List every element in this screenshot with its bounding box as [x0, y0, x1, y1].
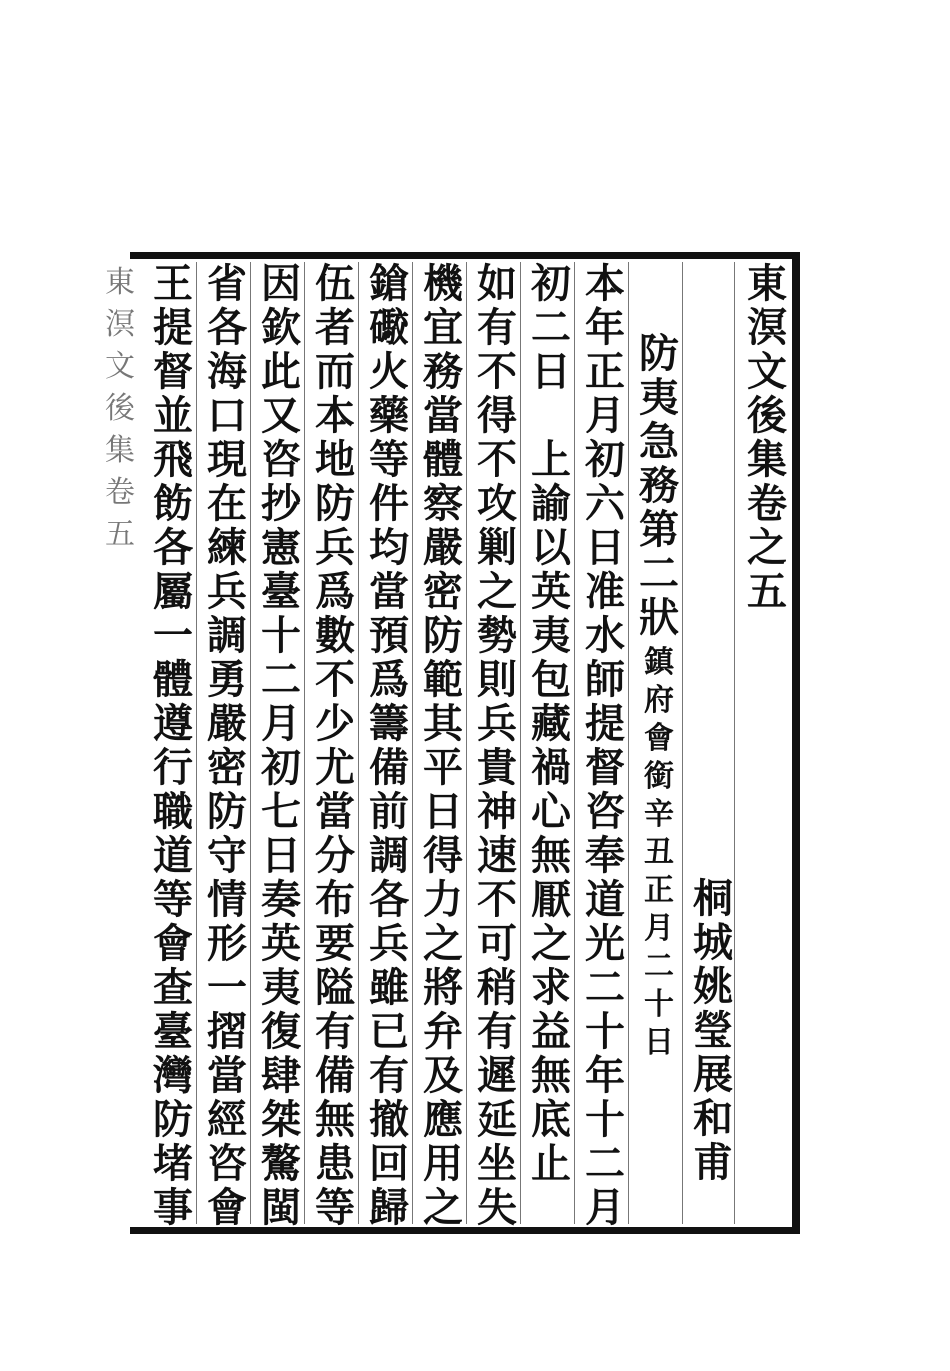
glyph: 稍: [477, 964, 517, 1011]
glyph: 集: [747, 436, 787, 483]
glyph: 海: [207, 348, 247, 395]
glyph: 府: [644, 683, 674, 718]
glyph: 體: [153, 656, 193, 703]
glyph: 夷: [531, 612, 571, 659]
glyph: 勇: [207, 656, 247, 703]
glyph: 厭: [531, 876, 571, 923]
glyph: 當: [207, 1052, 247, 1099]
glyph: 防: [315, 480, 355, 527]
glyph: 備: [369, 744, 409, 791]
glyph: 並: [153, 392, 193, 439]
glyph: 應: [423, 1096, 463, 1143]
glyph: 各: [369, 876, 409, 923]
glyph: 十: [261, 612, 301, 659]
author-line: [686, 262, 740, 1222]
glyph: 正: [585, 348, 625, 395]
glyph: 欽: [261, 304, 301, 351]
glyph: 會: [644, 721, 674, 756]
glyph: 貴: [477, 744, 517, 791]
glyph: 歸: [369, 1184, 409, 1231]
glyph: 二: [585, 1140, 625, 1187]
glyph: 底: [531, 1096, 571, 1143]
glyph: 二: [261, 656, 301, 703]
glyph: 備: [315, 1052, 355, 1099]
glyph: 之: [531, 920, 571, 967]
glyph: 准: [585, 568, 625, 615]
glyph: 職: [153, 788, 193, 835]
glyph: 攻: [477, 480, 517, 527]
glyph: 月: [261, 700, 301, 747]
glyph: 有: [369, 1052, 409, 1099]
glyph: 而: [315, 348, 355, 395]
essay-title: [632, 332, 686, 640]
glyph: 無: [315, 1096, 355, 1143]
glyph: 剿: [477, 524, 517, 571]
glyph: 督: [153, 348, 193, 395]
glyph: 當: [369, 568, 409, 615]
glyph: 本: [315, 392, 355, 439]
glyph: 得: [423, 832, 463, 879]
glyph: 道: [585, 876, 625, 923]
glyph: 情: [207, 876, 247, 923]
glyph: 有: [477, 1008, 517, 1055]
glyph: 雖: [369, 964, 409, 1011]
glyph: 卷: [747, 480, 787, 527]
glyph: 道: [153, 832, 193, 879]
glyph: 二: [531, 304, 571, 351]
glyph: 夷: [639, 374, 679, 421]
glyph: 六: [585, 480, 625, 527]
glyph: 五: [105, 517, 135, 552]
glyph: 嚴: [423, 524, 463, 571]
glyph: 又: [261, 392, 301, 439]
glyph: 得: [477, 392, 517, 439]
glyph: 用: [423, 1140, 463, 1187]
glyph: 守: [207, 832, 247, 879]
glyph: 閩: [261, 1184, 301, 1231]
glyph: 二: [585, 964, 625, 1011]
glyph: 不: [477, 436, 517, 483]
glyph: 堵: [153, 1140, 193, 1187]
glyph: 省: [207, 260, 247, 307]
glyph: 王: [153, 260, 193, 307]
glyph: 務: [423, 348, 463, 395]
glyph: 務: [639, 462, 679, 509]
glyph: 尤: [315, 744, 355, 791]
glyph: 兵: [207, 568, 247, 615]
glyph: 以: [531, 524, 571, 571]
glyph: 銜: [644, 759, 674, 794]
glyph: 防: [639, 330, 679, 377]
glyph: 甫: [693, 1139, 733, 1186]
glyph: 和: [693, 1095, 733, 1142]
glyph: 當: [423, 392, 463, 439]
glyph: 十: [644, 987, 674, 1022]
glyph: 調: [207, 612, 247, 659]
text-column-8: [200, 260, 254, 1231]
glyph: 提: [585, 700, 625, 747]
glyph: 要: [315, 920, 355, 967]
glyph: 當: [315, 788, 355, 835]
glyph: 辛: [644, 797, 674, 832]
glyph: 礮: [369, 304, 409, 351]
glyph: 等: [369, 436, 409, 483]
glyph: 求: [531, 964, 571, 1011]
glyph: 延: [477, 1096, 517, 1143]
glyph: 及: [423, 1052, 463, 1099]
glyph: 二: [639, 550, 679, 597]
glyph: 日: [423, 788, 463, 835]
glyph: 坐: [477, 1140, 517, 1187]
glyph: 文: [747, 348, 787, 395]
glyph: 少: [315, 700, 355, 747]
glyph: 數: [315, 612, 355, 659]
text-column-9: [146, 260, 200, 1231]
glyph: 年: [585, 1052, 625, 1099]
glyph: 憲: [261, 524, 301, 571]
glyph: 諭: [531, 480, 571, 527]
glyph: 月: [585, 1184, 625, 1231]
glyph: 爲: [369, 656, 409, 703]
glyph: 卷: [105, 475, 135, 510]
margin-text: [100, 262, 140, 1222]
glyph: 第: [639, 506, 679, 553]
essay-title-column: [632, 262, 686, 1222]
glyph: 布: [315, 876, 355, 923]
glyph: 現: [207, 436, 247, 483]
glyph: 督: [585, 744, 625, 791]
glyph: 奉: [585, 832, 625, 879]
glyph: 桀: [261, 1096, 301, 1143]
glyph: 咨: [207, 1140, 247, 1187]
glyph: 撤: [369, 1096, 409, 1143]
glyph: 十: [585, 1008, 625, 1055]
glyph: 五: [747, 568, 787, 615]
glyph: 瑩: [693, 1007, 733, 1054]
glyph: 可: [477, 920, 517, 967]
essay-note: [632, 644, 686, 1062]
glyph: 桐: [693, 875, 733, 922]
glyph: 日: [644, 1025, 674, 1060]
text-column-2: [524, 262, 578, 1222]
glyph: 臺: [261, 568, 301, 615]
glyph: 藏: [531, 700, 571, 747]
glyph: 預: [369, 612, 409, 659]
glyph: 此: [261, 348, 301, 395]
glyph: 神: [477, 788, 517, 835]
glyph: 無: [531, 1052, 571, 1099]
glyph: 等: [153, 876, 193, 923]
glyph: 東: [747, 260, 787, 307]
glyph: 上: [531, 436, 571, 483]
glyph: 隘: [315, 964, 355, 1011]
glyph: 會: [153, 920, 193, 967]
glyph: 飭: [153, 480, 193, 527]
glyph: 弁: [423, 1008, 463, 1055]
glyph: 件: [369, 480, 409, 527]
glyph: 經: [207, 1096, 247, 1143]
glyph: 摺: [207, 1008, 247, 1055]
glyph: 抄: [261, 480, 301, 527]
glyph: 後: [747, 392, 787, 439]
text-column-6: [308, 260, 362, 1231]
glyph: 行: [153, 744, 193, 791]
glyph: 包: [531, 656, 571, 703]
glyph: 均: [369, 524, 409, 571]
glyph: 禍: [531, 744, 571, 791]
glyph: 七: [261, 788, 301, 835]
glyph: 咨: [585, 788, 625, 835]
glyph: 正: [644, 873, 674, 908]
glyph: 溟: [105, 307, 135, 342]
glyph: 兵: [477, 700, 517, 747]
glyph: 日: [585, 524, 625, 571]
glyph: 分: [315, 832, 355, 879]
text-column-5: [362, 260, 416, 1231]
text-column-3: [470, 260, 524, 1231]
glyph: 機: [423, 260, 463, 307]
glyph: 調: [369, 832, 409, 879]
glyph: 年: [585, 304, 625, 351]
glyph: 集: [105, 433, 135, 468]
glyph: 不: [315, 656, 355, 703]
glyph: 水: [585, 612, 625, 659]
glyph: 日: [531, 348, 571, 395]
glyph: 一: [207, 964, 247, 1011]
glyph: 後: [105, 391, 135, 426]
glyph: 者: [315, 304, 355, 351]
glyph: 地: [315, 436, 355, 483]
glyph: 如: [477, 260, 517, 307]
glyph: 失: [477, 1184, 517, 1231]
glyph: 在: [207, 480, 247, 527]
glyph: 月: [644, 911, 674, 946]
glyph: 遵: [153, 700, 193, 747]
glyph: 察: [423, 480, 463, 527]
glyph: 其: [423, 700, 463, 747]
glyph: 密: [423, 568, 463, 615]
glyph: 臺: [153, 1008, 193, 1055]
glyph: 灣: [153, 1052, 193, 1099]
glyph: 鎗: [369, 260, 409, 307]
glyph: 日: [261, 832, 301, 879]
glyph: 防: [207, 788, 247, 835]
glyph: 屬: [153, 568, 193, 615]
book-title: [740, 262, 794, 1222]
glyph: 溟: [747, 304, 787, 351]
glyph: 爲: [315, 568, 355, 615]
glyph: 初: [261, 744, 301, 791]
glyph: 平: [423, 744, 463, 791]
glyph: 本: [585, 260, 625, 307]
glyph: 有: [477, 304, 517, 351]
glyph: 火: [369, 348, 409, 395]
text-column-7: [254, 260, 308, 1231]
glyph: 會: [207, 1184, 247, 1231]
glyph: 伍: [315, 260, 355, 307]
glyph: 咨: [261, 436, 301, 483]
glyph: 之: [477, 568, 517, 615]
glyph: 驁: [261, 1140, 301, 1187]
glyph: 止: [531, 1140, 571, 1187]
glyph: 狀: [639, 594, 679, 641]
glyph: 勢: [477, 612, 517, 659]
glyph: 防: [423, 612, 463, 659]
glyph: 心: [531, 788, 571, 835]
glyph: 回: [369, 1140, 409, 1187]
glyph: 鎮: [644, 645, 674, 680]
glyph: 益: [531, 1008, 571, 1055]
glyph: 無: [531, 832, 571, 879]
glyph: 文: [105, 349, 135, 384]
glyph: 不: [477, 348, 517, 395]
glyph: 一: [153, 612, 193, 659]
glyph: 急: [639, 418, 679, 465]
glyph: 防: [153, 1096, 193, 1143]
glyph: 練: [207, 524, 247, 571]
glyph: 範: [423, 656, 463, 703]
glyph: 體: [423, 436, 463, 483]
glyph: 英: [531, 568, 571, 615]
glyph: 師: [585, 656, 625, 703]
glyph: [524, 394, 578, 438]
glyph: 初: [585, 436, 625, 483]
glyph: 之: [747, 524, 787, 571]
glyph: 二: [644, 949, 674, 984]
glyph: 遲: [477, 1052, 517, 1099]
glyph: 光: [585, 920, 625, 967]
glyph: 十: [585, 1096, 625, 1143]
glyph: 速: [477, 832, 517, 879]
glyph: 籌: [369, 700, 409, 747]
glyph: 夷: [261, 964, 301, 1011]
glyph: 查: [153, 964, 193, 1011]
glyph: 丑: [644, 835, 674, 870]
glyph: 各: [207, 304, 247, 351]
glyph: 已: [369, 1008, 409, 1055]
glyph: 患: [315, 1140, 355, 1187]
glyph: 因: [261, 260, 301, 307]
glyph: 等: [315, 1184, 355, 1231]
glyph: 前: [369, 788, 409, 835]
glyph: 兵: [315, 524, 355, 571]
glyph: 英: [261, 920, 301, 967]
glyph: 宜: [423, 304, 463, 351]
glyph: 奏: [261, 876, 301, 923]
glyph: 則: [477, 656, 517, 703]
glyph: 城: [693, 919, 733, 966]
glyph: 各: [153, 524, 193, 571]
glyph: 有: [315, 1008, 355, 1055]
glyph: 肆: [261, 1052, 301, 1099]
glyph: 東: [105, 265, 135, 300]
glyph: 不: [477, 876, 517, 923]
text-column-4: [416, 260, 470, 1231]
glyph: 姚: [693, 963, 733, 1010]
glyph: 飛: [153, 436, 193, 483]
glyph: 力: [423, 876, 463, 923]
glyph: 嚴: [207, 700, 247, 747]
glyph: 初: [531, 260, 571, 307]
glyph: 提: [153, 304, 193, 351]
glyph: 形: [207, 920, 247, 967]
glyph: 之: [423, 1184, 463, 1231]
glyph: 兵: [369, 920, 409, 967]
glyph: 事: [153, 1184, 193, 1231]
glyph: 月: [585, 392, 625, 439]
glyph: 將: [423, 964, 463, 1011]
glyph: 藥: [369, 392, 409, 439]
glyph: 展: [693, 1051, 733, 1098]
glyph: 密: [207, 744, 247, 791]
glyph: 復: [261, 1008, 301, 1055]
glyph: 口: [207, 392, 247, 439]
glyph: 之: [423, 920, 463, 967]
